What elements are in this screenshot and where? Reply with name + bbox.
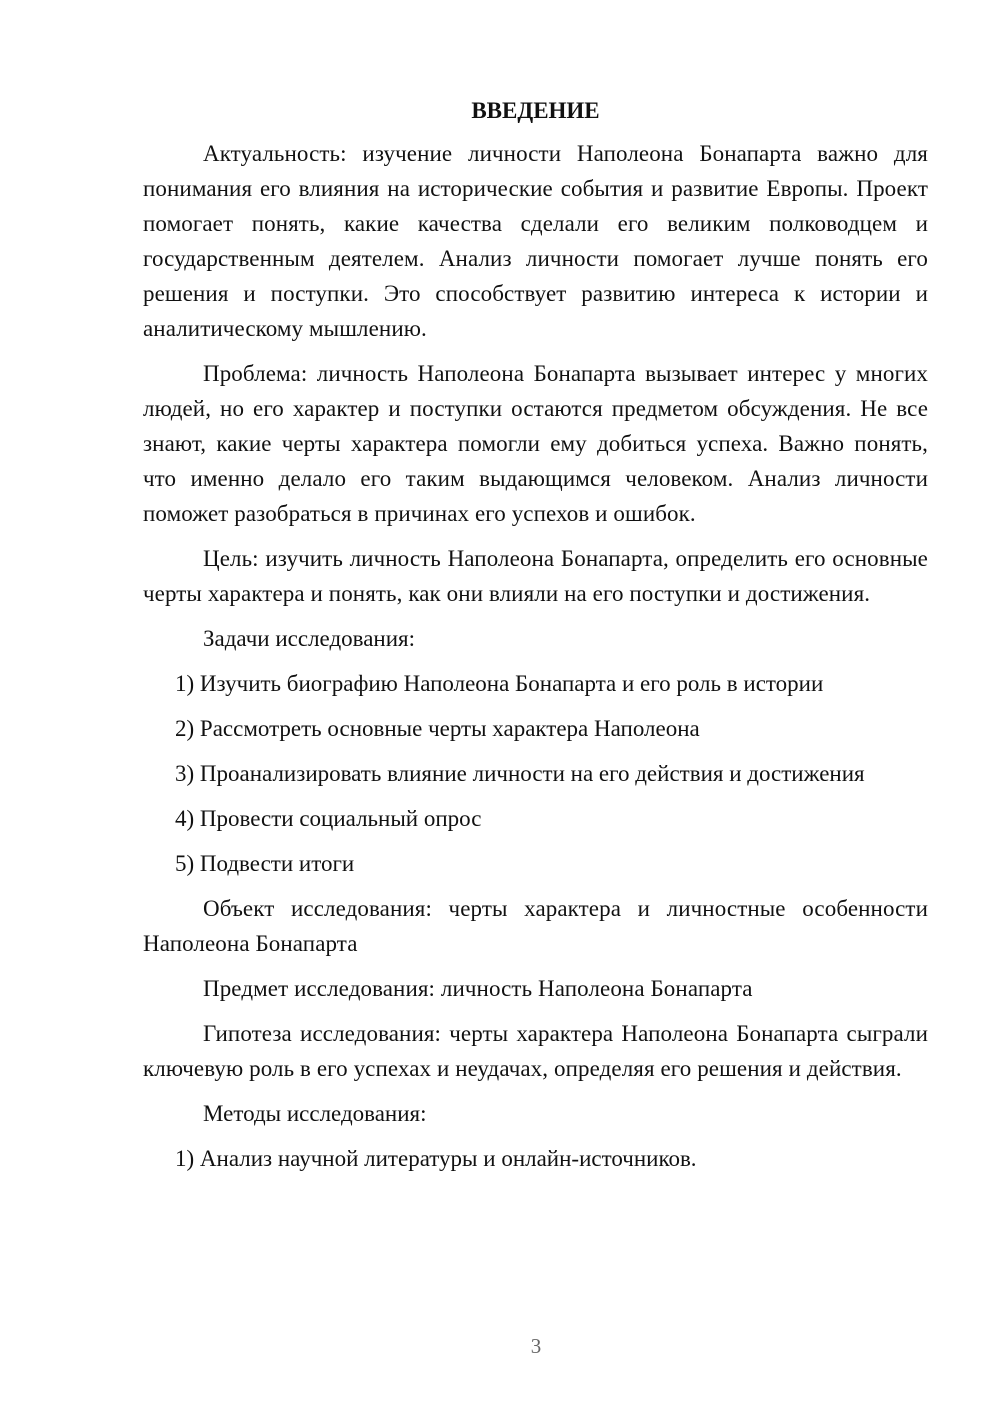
relevance-paragraph: Актуальность: изучение личности Наполеона Бонапарта важно для понимания его влияния на исторические события и развитие Европы. Проект помогает понять, какие качества сделали его великим полководцем и государственным деятелем. Анализ личности помогает лучше понять его решения и поступки. Это способствует развитию интереса к истории и аналитическому мышлению. (143, 141, 928, 341)
problem-paragraph: Проблема: личность Наполеона Бонапарта вызывает интерес у многих людей, но его характер и поступки остаются предметом обсуждения. Не все знают, какие черты характера помогли ему добиться успеха. Важно понять, что именно делало его таким выдающимся человеком. Анализ личности поможет разобраться в причинах его успехов и ошибок. (143, 361, 928, 526)
hypothesis-paragraph: Гипотеза исследования: черты характера Наполеона Бонапарта сыграли ключевую роль в его успехах и неудачах, определяя его решения и действия. (143, 1021, 928, 1081)
tasks-heading: Задачи исследования: (203, 626, 416, 651)
tasks-list (143, 666, 928, 881)
list-item: 1) Анализ научной литературы и онлайн-источников. (175, 1146, 697, 1171)
subject-paragraph: Предмет исследования: личность Наполеона Бонапарта (203, 976, 753, 1001)
list-item: 1) Изучить биографию Наполеона Бонапарта и его роль в истории (175, 671, 824, 696)
object-paragraph: Объект исследования: черты характера и личностные особенности Наполеона Бонапарта (143, 896, 928, 956)
page-title: ВВЕДЕНИЕ (471, 98, 600, 123)
list-item: 5) Подвести итоги (175, 851, 355, 876)
goal-paragraph: Цель: изучить личность Наполеона Бонапарта, определить его основные черты характера и понять, как они влияли на его поступки и достижения. (143, 546, 928, 606)
methods-list (143, 1141, 928, 1176)
document-page (143, 96, 928, 1186)
page-number: 3 (530, 1334, 542, 1358)
list-item: 3) Проанализировать влияние личности на его действия и достижения (175, 761, 865, 786)
list-item: 2) Рассмотреть основные черты характера Наполеона (175, 716, 700, 741)
methods-heading: Методы исследования: (203, 1101, 427, 1126)
list-item: 4) Провести социальный опрос (175, 806, 482, 831)
